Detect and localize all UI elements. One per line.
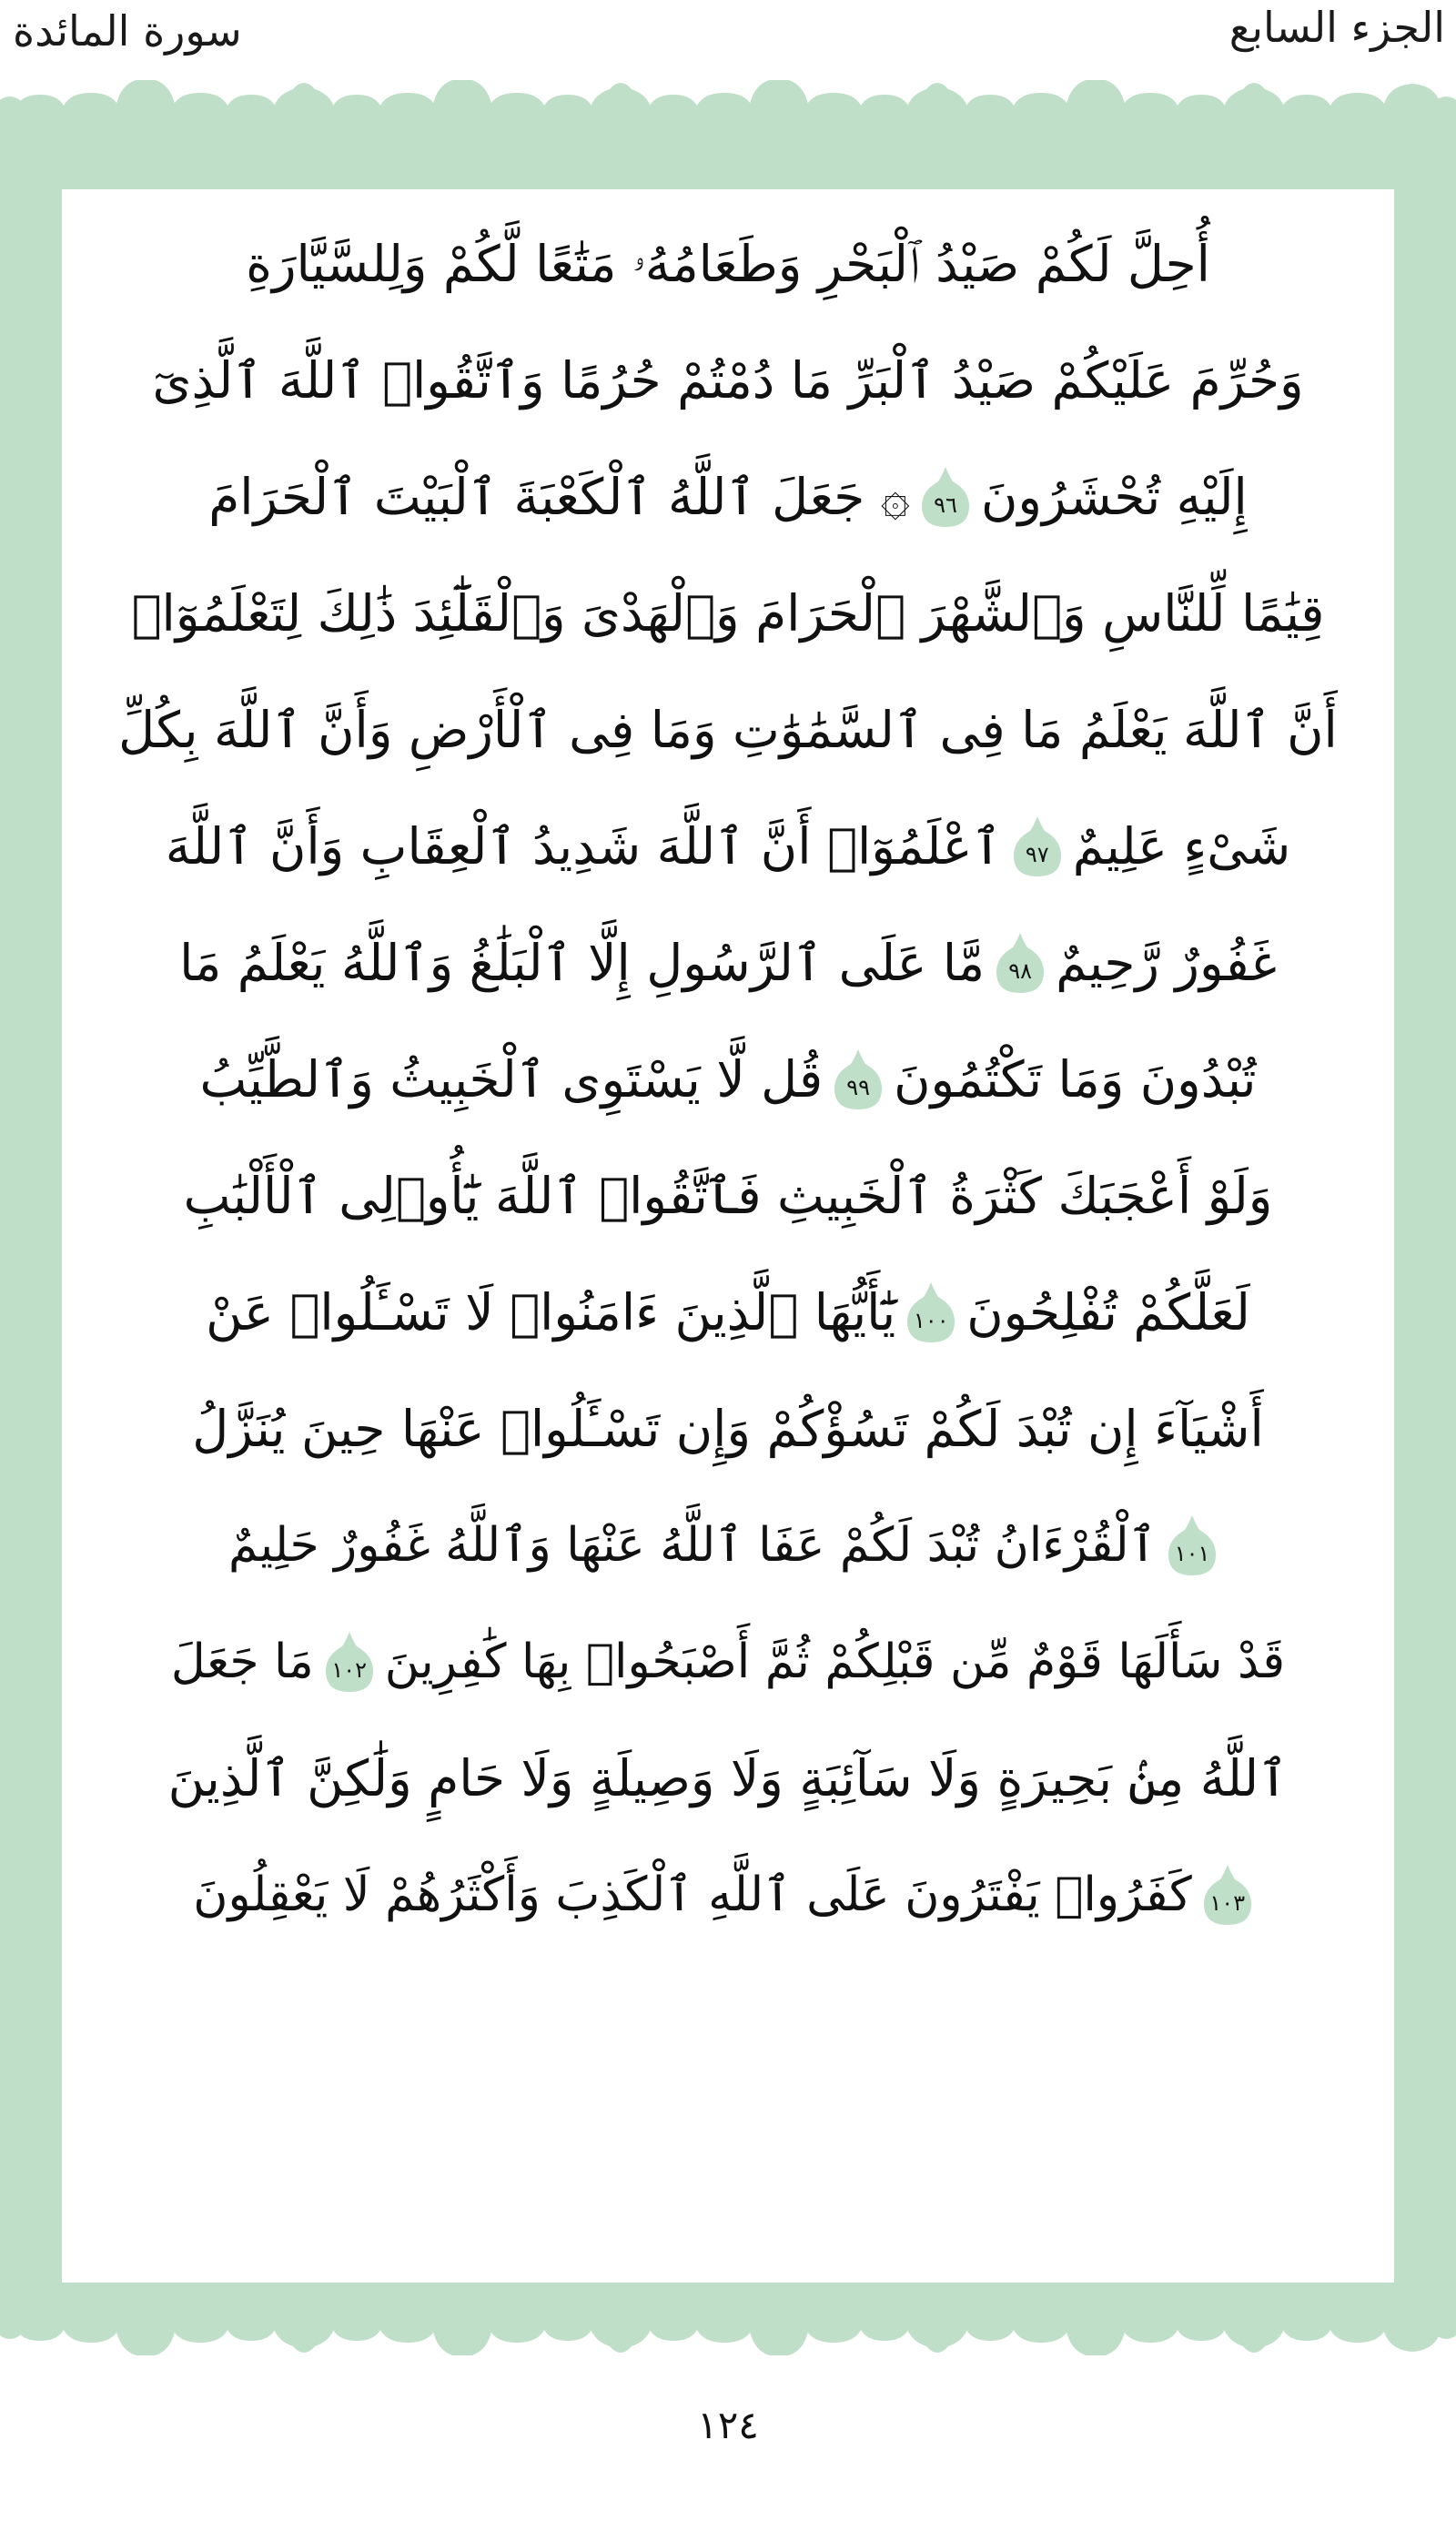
ayah-text: تُبْدُونَ وَمَا تَكْتُمُونَ — [894, 1050, 1257, 1109]
ayah-number-marker[interactable] — [993, 931, 1047, 995]
quran-line — [82, 1254, 1374, 1371]
scallop-border-bottom-icon — [0, 2313, 1456, 2355]
ayah-number-marker[interactable] — [322, 1630, 377, 1694]
quran-line — [82, 1371, 1374, 1487]
quran-line — [82, 439, 1374, 555]
quran-line — [82, 206, 1374, 322]
ayah-text: شَىْءٍ عَلِيمٌ — [1072, 817, 1291, 876]
page-header — [0, 0, 1456, 80]
ayah-number: ١٠٣ — [1209, 1890, 1246, 1916]
ayah-number-marker[interactable] — [918, 465, 973, 529]
ayah-number-marker[interactable] — [1165, 1514, 1219, 1577]
ayah-text: ۞ جَعَلَ ٱللَّهُ ٱلْكَعْبَةَ ٱلْبَيْتَ ٱلْحَرَامَ — [208, 468, 911, 526]
ayah-number: ٩٦ — [934, 492, 957, 518]
ayah-number: ٩٩ — [846, 1075, 871, 1100]
juz-label: الجزء السابع — [1228, 3, 1445, 52]
page-number: ١٢٤ — [697, 2403, 759, 2447]
ayah-text: ٱلْقُرْءَانُ تُبْدَ لَكُمْ عَفَا ٱللَّهُ عَنْهَا وَٱللَّهُ غَفُورٌ حَلِيمٌ — [228, 1518, 1158, 1573]
ayah-text: كَفَرُوا۟ يَفْتَرُونَ عَلَى ٱللَّهِ ٱلْكَذِبَ وَأَكْثَرُهُمْ لَا يَعْقِلُونَ — [193, 1868, 1192, 1922]
ayah-text: غَفُورٌ رَّحِيمٌ — [1056, 934, 1277, 992]
ayah-number-marker[interactable] — [904, 1281, 958, 1344]
ayah-text: أُحِلَّ لَكُمْ صَيْدُ ٱلْبَحْرِ وَطَعَامُهُۥ مَتَٰعًا لَّكُمْ وَلِلسَّيَّارَةِ — [246, 235, 1210, 293]
ayah-text: ٱعْلَمُوٓا۟ أَنَّ ٱللَّهَ شَدِيدُ ٱلْعِقَابِ وَأَنَّ ٱللَّهَ — [165, 817, 1002, 876]
ayah-number: ٩٨ — [1008, 958, 1033, 984]
quran-line — [82, 788, 1374, 905]
ayah-number-marker[interactable] — [1200, 1863, 1255, 1927]
ayah-text: إِلَيْهِ تُحْشَرُونَ — [981, 468, 1248, 526]
quran-line — [82, 1021, 1374, 1138]
ayah-number: ١٠٠ — [913, 1308, 949, 1333]
ayah-text: قُل لَّا يَسْتَوِى ٱلْخَبِيثُ وَٱلطَّيِّبُ — [199, 1050, 824, 1109]
ayah-number: ١٠١ — [1174, 1541, 1210, 1566]
ayah-text: وَحُرِّمَ عَلَيْكُمْ صَيْدُ ٱلْبَرِّ مَا دُمْتُمْ حُرُمًا وَٱتَّقُوا۟ ٱللَّهَ ٱلَّذِىٓ — [152, 351, 1304, 410]
ayah-text: قِيَٰمًا لِّلنَّاسِ وَٱلشَّهْرَ ٱلْحَرَامَ وَٱلْهَدْىَ وَٱلْقَلَٰٓئِدَ ذَٰلِكَ لِتَعْلَمُوٓا۟ — [131, 584, 1325, 643]
ayah-text: يَٰٓأَيُّهَا ٱلَّذِينَ ءَامَنُوا۟ لَا تَسْـَٔلُوا۟ عَنْ — [206, 1283, 896, 1341]
surah-label: سورة المائدة — [13, 6, 242, 56]
ayah-text: مَا جَعَلَ — [170, 1635, 314, 1689]
quran-text-block — [62, 189, 1394, 2283]
quran-line — [82, 322, 1374, 439]
quran-line — [82, 672, 1374, 788]
ayah-number-marker[interactable] — [1010, 815, 1065, 878]
ayah-number: ١٠٢ — [331, 1657, 368, 1683]
quran-line — [82, 1837, 1374, 1953]
ayah-text: أَشْيَآءَ إِن تُبْدَ لَكُمْ تَسُؤْكُمْ وَإِن تَسْـَٔلُوا۟ عَنْهَا حِينَ يُنَزَّلُ — [192, 1400, 1264, 1458]
quran-line — [82, 1138, 1374, 1254]
ayah-number: ٩٧ — [1025, 842, 1049, 867]
quran-line — [82, 1487, 1374, 1604]
quran-line — [82, 1720, 1374, 1837]
ayah-text: أَنَّ ٱللَّهَ يَعْلَمُ مَا فِى ٱلسَّمَٰوَٰتِ وَمَا فِى ٱلْأَرْضِ وَأَنَّ ٱللَّهَ بِكُلِّ — [118, 701, 1338, 759]
quran-line — [82, 1604, 1374, 1720]
ayah-text: لَعَلَّكُمْ تُفْلِحُونَ — [966, 1283, 1250, 1341]
ayah-text: وَلَوْ أَعْجَبَكَ كَثْرَةُ ٱلْخَبِيثِ فَٱتَّقُوا۟ ٱللَّهَ يَٰٓأُو۟لِى ٱلْأَلْبَٰبِ — [183, 1167, 1273, 1225]
ayah-text: ٱللَّهُ مِنۢ بَحِيرَةٍ وَلَا سَآئِبَةٍ وَلَا وَصِيلَةٍ وَلَا حَامٍ وَلَٰكِنَّ ٱلَّذِينَ — [167, 1749, 1289, 1807]
quran-line — [82, 905, 1374, 1021]
decorative-frame — [0, 80, 1456, 2355]
page-content-area — [62, 189, 1394, 2283]
scallop-border-top-icon — [0, 80, 1456, 122]
ayah-text: قَدْ سَأَلَهَا قَوْمٌ مِّن قَبْلِكُمْ ثُمَّ أَصْبَحُوا۟ بِهَا كَٰفِرِينَ — [384, 1635, 1286, 1689]
ayah-text: مَّا عَلَى ٱلرَّسُولِ إِلَّا ٱلْبَلَٰغُ وَٱللَّهُ يَعْلَمُ مَا — [179, 934, 986, 992]
ayah-number-marker[interactable] — [831, 1048, 885, 1111]
quran-line — [82, 555, 1374, 672]
